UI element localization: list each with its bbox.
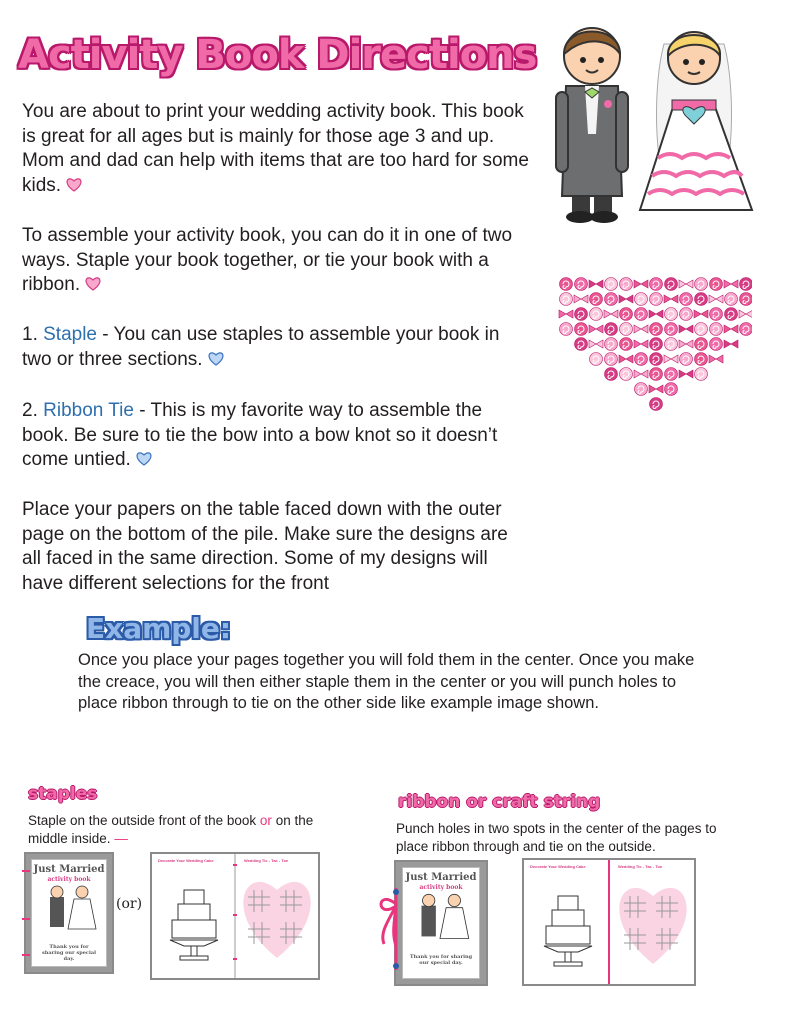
staples-or: or xyxy=(259,813,272,828)
swirl-candy-icon xyxy=(635,383,648,396)
swirl-candy-icon xyxy=(725,293,738,306)
cake-mini-icon xyxy=(538,888,598,968)
swirl-candy-icon xyxy=(620,338,633,351)
intro-paragraph xyxy=(22,100,532,198)
swirl-candy-icon xyxy=(710,323,723,336)
bow-candy-icon xyxy=(574,295,588,303)
ribbon-text: Punch holes in two spots in the center of the pages to place ribbon through and tie on the outside. xyxy=(396,821,717,854)
cover-subtitle: activity book xyxy=(419,884,463,891)
bow-candy-icon xyxy=(649,310,663,318)
bow-candy-icon xyxy=(679,340,693,348)
staple-mark-icon: — xyxy=(114,831,128,846)
swirl-candy-icon xyxy=(575,308,588,321)
swirl-candy-icon xyxy=(710,308,723,321)
staple-number: 1. xyxy=(22,324,44,345)
staples-text xyxy=(28,812,348,848)
swirl-candy-icon xyxy=(725,308,738,321)
swirl-candy-icon xyxy=(680,353,693,366)
ribbon-title: ribbon or craft string xyxy=(398,792,601,812)
bow-candy-icon xyxy=(589,280,603,288)
staple-paragraph xyxy=(22,323,532,372)
swirl-candy-icon xyxy=(620,368,633,381)
swirl-candy-icon xyxy=(680,293,693,306)
swirl-candy-icon xyxy=(575,338,588,351)
swirl-candy-icon xyxy=(695,278,708,291)
bow-candy-icon xyxy=(589,340,603,348)
bow-candy-icon xyxy=(724,340,738,348)
bow-candy-icon xyxy=(619,355,633,363)
swirl-candy-icon xyxy=(650,368,663,381)
swirl-candy-icon xyxy=(560,323,573,336)
example-title: Example: xyxy=(86,612,232,645)
swirl-candy-icon xyxy=(635,308,648,321)
bow-candy-icon xyxy=(739,310,752,318)
bow-candy-icon xyxy=(649,385,663,393)
bow-candy-icon xyxy=(619,295,633,303)
staples-text-a: Staple on the outside front of the book xyxy=(28,813,260,828)
staple-text: - You can use staples to assemble your book in two or three sections. xyxy=(22,324,500,370)
bow-candy-icon xyxy=(559,310,573,318)
swirl-candy-icon xyxy=(560,293,573,306)
candy-heart-illustration xyxy=(558,276,752,424)
tic-tac-toe-mini-icon xyxy=(616,878,690,968)
bow-candy-icon xyxy=(679,280,693,288)
bow-candy-icon xyxy=(634,340,648,348)
assemble-paragraph xyxy=(22,224,532,298)
swirl-candy-icon xyxy=(605,338,618,351)
swirl-candy-icon xyxy=(650,398,663,411)
bow-candy-icon xyxy=(679,370,693,378)
swirl-candy-icon xyxy=(635,293,648,306)
swirl-candy-icon xyxy=(665,278,678,291)
swirl-candy-icon xyxy=(620,323,633,336)
bow-candy-icon xyxy=(724,280,738,288)
staples-title: staples xyxy=(28,784,98,804)
pink-heart-icon xyxy=(85,277,101,291)
ribbon-text: - This is my favorite way to assemble the book. Be sure to tie the bow into a bow knot so it doesn’t come untied. xyxy=(22,400,498,470)
bow-candy-icon xyxy=(634,280,648,288)
bow-candy-icon xyxy=(664,355,678,363)
swirl-candy-icon xyxy=(560,278,573,291)
staple-label: Staple xyxy=(43,324,97,345)
bow-candy-icon xyxy=(709,355,723,363)
inside-right-title: Wedding Tic - Tac - Toe xyxy=(244,858,289,863)
swirl-candy-icon xyxy=(710,338,723,351)
intro-text: You are about to print your wedding activity book. This book is great for all ages but is mainly for those age 3 and up. Mom and dad can help with items that are too hard for some kids. xyxy=(22,101,529,196)
bow-candy-icon xyxy=(724,325,738,333)
bow-candy-icon xyxy=(589,325,603,333)
swirl-candy-icon xyxy=(680,308,693,321)
swirl-candy-icon xyxy=(650,293,663,306)
swirl-candy-icon xyxy=(590,308,603,321)
cover-title: Just Married xyxy=(405,872,477,883)
ribbon-paragraph xyxy=(22,399,532,473)
swirl-candy-icon xyxy=(695,293,708,306)
swirl-candy-icon xyxy=(575,278,588,291)
swirl-candy-icon xyxy=(695,353,708,366)
swirl-candy-icon xyxy=(620,308,633,321)
cover-title: Just Married xyxy=(33,864,105,875)
staples-cover-image xyxy=(24,852,114,974)
bow-candy-icon xyxy=(634,325,648,333)
couple-mini-icon xyxy=(403,891,479,949)
bow-candy-icon xyxy=(604,310,618,318)
swirl-candy-icon xyxy=(605,293,618,306)
ribbon-number: 2. xyxy=(22,400,44,421)
bow-candy-icon xyxy=(709,295,723,303)
bride-icon xyxy=(640,32,752,210)
cover-footer: Thank you for sharing our special day. xyxy=(409,954,473,966)
swirl-candy-icon xyxy=(620,278,633,291)
blue-heart-icon xyxy=(208,352,224,366)
staples-text-b: on the middle inside. xyxy=(28,813,314,846)
cover-footer: Thank you for sharing our special day. xyxy=(41,944,97,962)
swirl-candy-icon xyxy=(695,368,708,381)
swirl-candy-icon xyxy=(590,293,603,306)
inside-left-title: Decorate Your Wedding Cake xyxy=(158,858,214,863)
example-text: Once you place your pages together you will fold them in the center. Once you make the creace, you will then either staple them in the center or you will punch holes to place ribbon through to tie on the other side like example image shown. xyxy=(78,651,695,712)
swirl-candy-icon xyxy=(590,353,603,366)
swirl-candy-icon xyxy=(665,338,678,351)
pink-heart-icon xyxy=(66,178,82,192)
bride-groom-illustration xyxy=(552,14,762,226)
swirl-candy-icon xyxy=(695,338,708,351)
swirl-candy-icon xyxy=(650,323,663,336)
swirl-candy-icon xyxy=(605,353,618,366)
ribbon-label: Ribbon Tie xyxy=(43,400,134,421)
or-label: (or) xyxy=(116,896,143,912)
assemble-text: To assemble your activity book, you can do it in one of two ways. Staple your book together, or tie your book with a ribbon. xyxy=(22,225,513,295)
swirl-candy-icon xyxy=(605,278,618,291)
swirl-candy-icon xyxy=(695,323,708,336)
swirl-candy-icon xyxy=(605,323,618,336)
ribbon-inside-image xyxy=(522,858,696,986)
ribbon-bow-icon xyxy=(374,884,410,974)
groom-icon xyxy=(556,28,628,223)
placement-paragraph: Place your papers on the table faced down with the outer page on the bottom of the pile. Make sure the designs are all faced in the same direction. Some of my designs will have different selections for the front xyxy=(22,499,508,594)
swirl-candy-icon xyxy=(665,368,678,381)
bow-candy-icon xyxy=(634,370,648,378)
swirl-candy-icon xyxy=(635,353,648,366)
swirl-candy-icon xyxy=(605,368,618,381)
swirl-candy-icon xyxy=(710,278,723,291)
bow-candy-icon xyxy=(664,295,678,303)
swirl-candy-icon xyxy=(650,278,663,291)
blue-heart-icon xyxy=(136,452,152,466)
swirl-candy-icon xyxy=(650,353,663,366)
page-title: Activity Book Directions xyxy=(18,32,537,78)
staples-inside-image xyxy=(150,852,320,980)
cake-mini-icon xyxy=(164,882,224,962)
swirl-candy-icon xyxy=(665,323,678,336)
swirl-candy-icon xyxy=(650,338,663,351)
swirl-candy-icon xyxy=(665,308,678,321)
bow-candy-icon xyxy=(694,310,708,318)
couple-mini-icon xyxy=(32,883,106,939)
swirl-candy-icon xyxy=(575,323,588,336)
swirl-candy-icon xyxy=(665,383,678,396)
inside-right-title: Wedding Tic - Tac - Toe xyxy=(618,864,663,869)
bow-candy-icon xyxy=(679,325,693,333)
tic-tac-toe-mini-icon xyxy=(240,872,314,962)
inside-left-title: Decorate Your Wedding Cake xyxy=(530,864,586,869)
cover-subtitle: activity book xyxy=(47,876,91,883)
